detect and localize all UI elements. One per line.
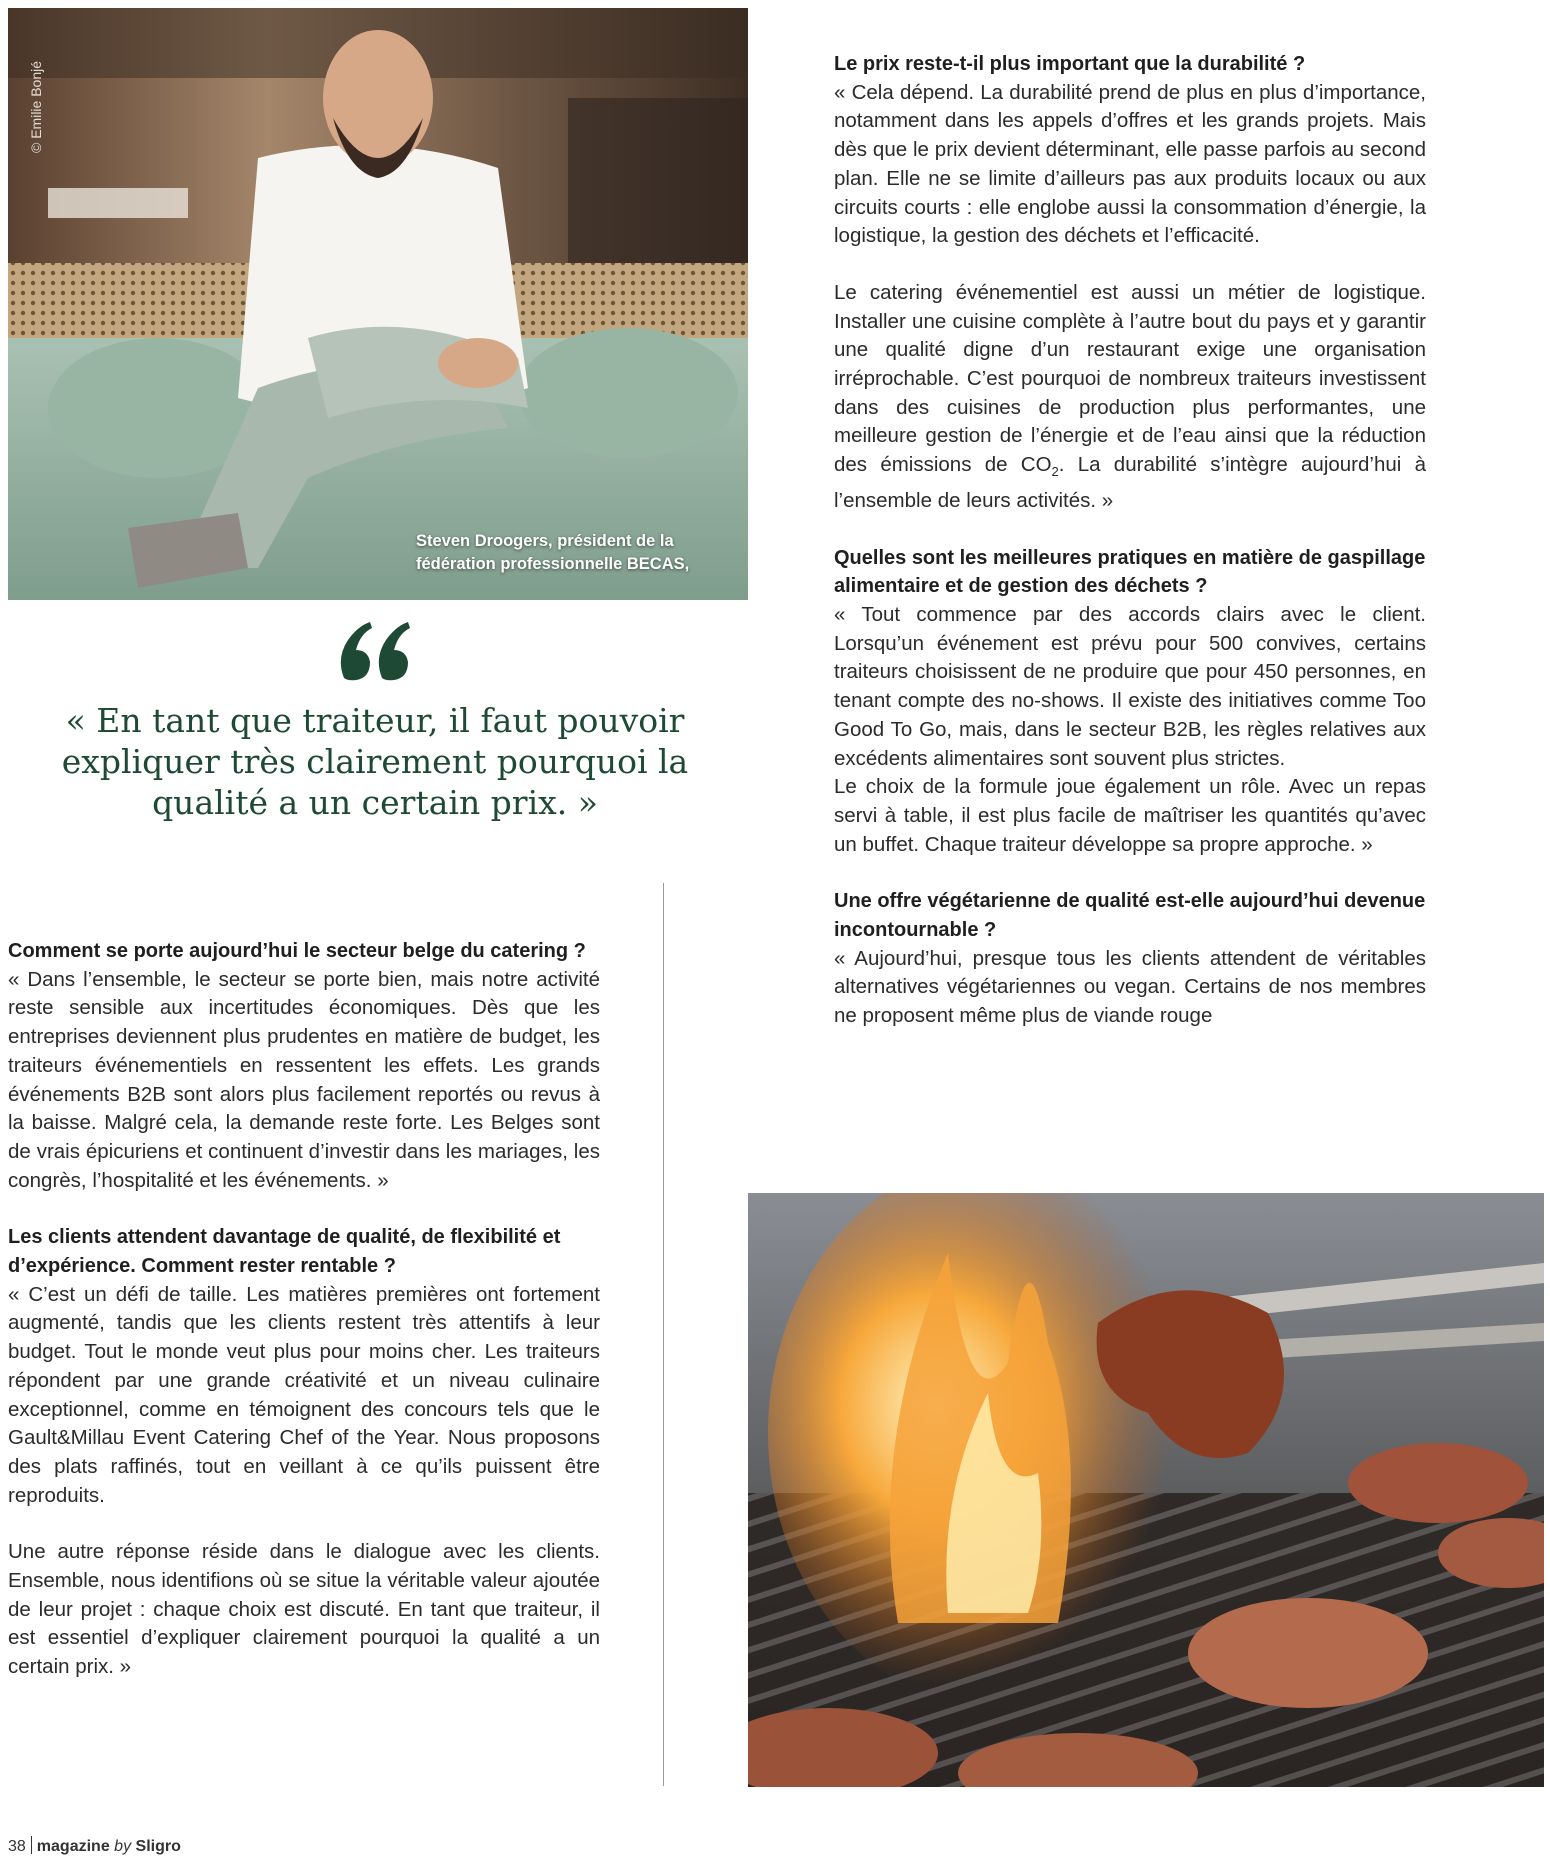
- footer-separator: [31, 1836, 32, 1854]
- answer-paragraph: « Aujourd’hui, presque tous les clients attendent de véritables alternatives végétariennes ou vegan. Certains de nos membres ne proposent même plus de viande rouge: [834, 946, 1426, 1028]
- right-column: [834, 50, 1426, 1031]
- photo-credit: © Emilie Bonjé: [28, 60, 44, 153]
- answer-paragraph: « Cela dépend. La durabilité prend de plus en plus d’importance, notamment dans les appels d’offres et les grands projets. Mais dès que le prix devient déterminant, elle passe parfois au second plan. Elle ne se limite d’ailleurs pas aux produits locaux ou aux circuits courts : elle englobe aussi la consommation d’énergie, la logistique, la gestion des déchets et l’efficacité.: [834, 80, 1426, 248]
- grill-photo: [748, 1193, 1544, 1787]
- portrait-illustration: [8, 8, 748, 600]
- question-heading: Les clients attendent davantage de qualité, de flexibilité et d’expérience. Comment rester rentable ?: [8, 1226, 561, 1278]
- answer-paragraph: « Dans l’ensemble, le secteur se porte bien, mais notre activité reste sensible aux incertitudes économiques. Dès que les entreprises deviennent plus prudentes en matière de budget, les traiteurs événementiels en ressentent les effets. Les grands événements B2B sont alors plus facilement reportés ou revus à la baisse. Malgré cela, la demande reste forte. Les Belges sont de vrais épicuriens et continuent d’investir dans les mariages, les congrès, l’hospitalité et les événements. »: [8, 967, 600, 1192]
- question-heading: Le prix reste-t-il plus important que la durabilité ?: [834, 53, 1306, 75]
- grill-illustration: [748, 1193, 1544, 1787]
- photo-caption: Steven Droogers, président de la fédération professionnelle BECAS,: [416, 532, 690, 573]
- publication-name: magazine by Sligro: [36, 1838, 181, 1855]
- page-footer: [8, 1836, 181, 1856]
- question-heading: Une offre végétarienne de qualité est-elle aujourd’hui devenue incontournable ?: [834, 890, 1426, 942]
- left-column: [8, 937, 600, 1682]
- question-heading: Comment se porte aujourd’hui le secteur belge du catering ?: [8, 940, 586, 962]
- question-heading: Quelles sont les meilleures pratiques en matière de gaspillage alimentaire et de gestion des déchets ?: [834, 546, 1426, 598]
- portrait-photo: [8, 8, 748, 600]
- pull-quote: « En tant que traiteur, il faut pouvoir expliquer très clairement pourquoi la qualité a un certain prix. »: [61, 701, 689, 822]
- column-divider: [663, 883, 664, 1786]
- quote-icon: [336, 618, 416, 688]
- answer-paragraph: « C’est un défi de taille. Les matières premières ont fortement augmenté, tandis que les clients restent très attentifs à leur budget. Tout le monde veut plus pour moins cher. Les traiteurs répondent par une grande créativité et un niveau culinaire exceptionnel, comme en témoignent des concours tels que le Gault&Millau Event Catering Chef of the Year. Nous proposons des plats raffinés, tout en veillant à ce qu’ils puissent être reproduits.: [8, 1282, 600, 1507]
- answer-paragraph: Une autre réponse réside dans le dialogue avec les clients. Ensemble, nous identifions où se situe la véritable valeur ajoutée de leur projet : chaque choix est discuté. En tant que traiteur, il est essentiel d’expliquer clairement pourquoi la qualité a un certain prix. »: [8, 1540, 600, 1679]
- answer-paragraph: Le catering événementiel est aussi un métier de logistique. Installer une cuisine complète à l’autre bout du pays et y garantir une qualité digne d’un restaurant exige une organisation irréprochable. C’est pourquoi de nombreux traiteurs investissent dans des cuisines de production plus performantes, une meilleure gestion de l’énergie et de l’eau ainsi que la réduction des émissions de $CO_2$. La durabilité s’intègre aujourd’hui à l’ensemble de leurs activités. »: [834, 280, 1426, 512]
- page-number: 38: [8, 1838, 26, 1855]
- answer-paragraph: Le choix de la formule joue également un rôle. Avec un repas servi à table, il est plus facile de maîtriser les quantités qu’avec un buffet. Chaque traiteur développe sa propre approche. »: [834, 775, 1426, 856]
- answer-paragraph: « Tout commence par des accords clairs avec le client. Lorsqu’un événement est prévu pour 500 convives, certains traiteurs choisissent de ne produire que pour 450 personnes, en tenant compte des no-shows. Il existe des initiatives comme Too Good To Go, mais, dans le secteur B2B, les règles relatives aux excédents alimentaires sont souvent plus strictes.: [834, 603, 1426, 770]
